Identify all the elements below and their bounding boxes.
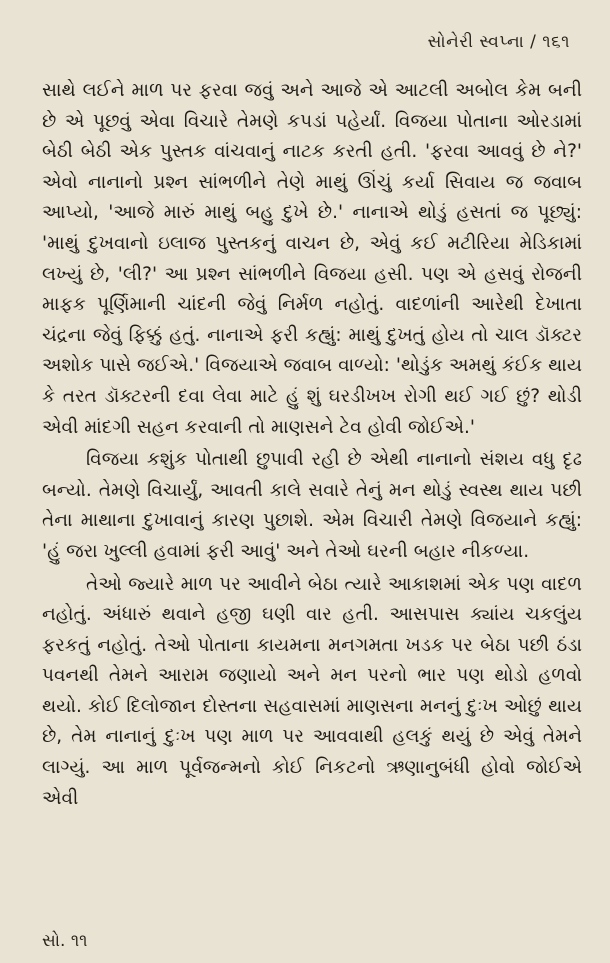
signature-mark: સો. ૧૧ bbox=[42, 931, 88, 951]
body-text bbox=[42, 76, 582, 816]
running-header: સોનેરી સ્વપ્ના / ૧૬૧ bbox=[427, 32, 570, 52]
paragraph-2: વિજયા કશુંક પોતાથી છુપાવી રહી છે એથી નાનાનો સંશય વધુ દૃઢ બન્યો. તેમણે વિચાર્યું, આવતી કાલે સવારે તેનું મન થોડું સ્વસ્થ થાય પછી તેના માથાના દુખાવાનું કારણ પુછાશે. એમ વિચારી તેમણે વિજયાને કહ્યું: 'હું જરા ખુલ્લી હવામાં ફરી આવું' અને તેઓ ઘરની બહાર નીકળ્યા. bbox=[42, 449, 582, 562]
paragraph-3: તેઓ જ્યારે માળ પર આવીને બેઠા ત્યારે આકાશમાં એક પણ વાદળ નહોતું. અંધારું થવાને હજી ઘણી વાર હતી. આસપાસ ક્યાંય ચકલુંય ફરકતું નહોતું. તેઓ પોતાના કાયમના મનગમતા ખડક પર બેઠા પછી ઠંડા પવનથી તેમને આરામ જણાયો અને મન પરનો ભાર પણ થોડો હળવો થયો. કોઈ દિલોજાન દોસ્તના સહવાસમાં માણસના મનનું દુઃખ ઓછું થાય છે, તેમ નાનાનું દુઃખ પણ માળ પર આવવાથી હલકું થયું છે એવું તેમને લાગ્યું. આ માળ પૂર્વજન્મનો કોઈ નિકટનો ઋણાનુબંધી હોવો જોઈએ એવી bbox=[42, 573, 582, 809]
paragraph-1: સાથે લઈને માળ પર ફરવા જવું અને આજે એ આટલી અબોલ કેમ બની છે એ પૂછવું એવા વિચારે તેમણે કપડાં પહેર્યાં. વિજયા પોતાના ઓરડામાં બેઠી બેઠી એક પુસ્તક વાંચવાનું નાટક કરતી હતી. 'ફરવા આવવું છે ને?' એવો નાનાનો પ્રશ્ન સાંભળીને તેણે માથું ઊંચું કર્યા સિવાય જ જવાબ આપ્યો, 'આજે મારું માથું બહુ દુખે છે.' નાનાએ થોડું હસતાં જ પૂછ્યું: 'માથું દુખવાનો ઇલાજ પુસ્તકનું વાચન છે, એવું કઈ મટીરિયા મેડિકામાં લખ્યું છે, 'લી?' આ પ્રશ્ન સાંભળીને વિજયા હસી. પણ એ હસવું રોજની માફક પૂર્ણિમાની ચાંદની જેવું નિર્મળ નહોતું. વાદળાંની આરેથી દેખાતા ચંદ્રના જેવું ફિક્કું હતું. નાનાએ ફરી કહ્યું: માથું દુખતું હોય તો ચાલ ડૉક્ટર અશોક પાસે જઈએ.' વિજયાએ જવાબ વાળ્યો: 'થોડુંક અમથું કંઈક થાય કે તરત ડૉક્ટરની દવા લેવા માટે હું શું ઘરડીખખ રોગી થઈ ગઈ છું? થોડી એવી માંદગી સહન કરવાની તો માણસને ટેવ હોવી જોઈએ.' bbox=[42, 80, 582, 438]
